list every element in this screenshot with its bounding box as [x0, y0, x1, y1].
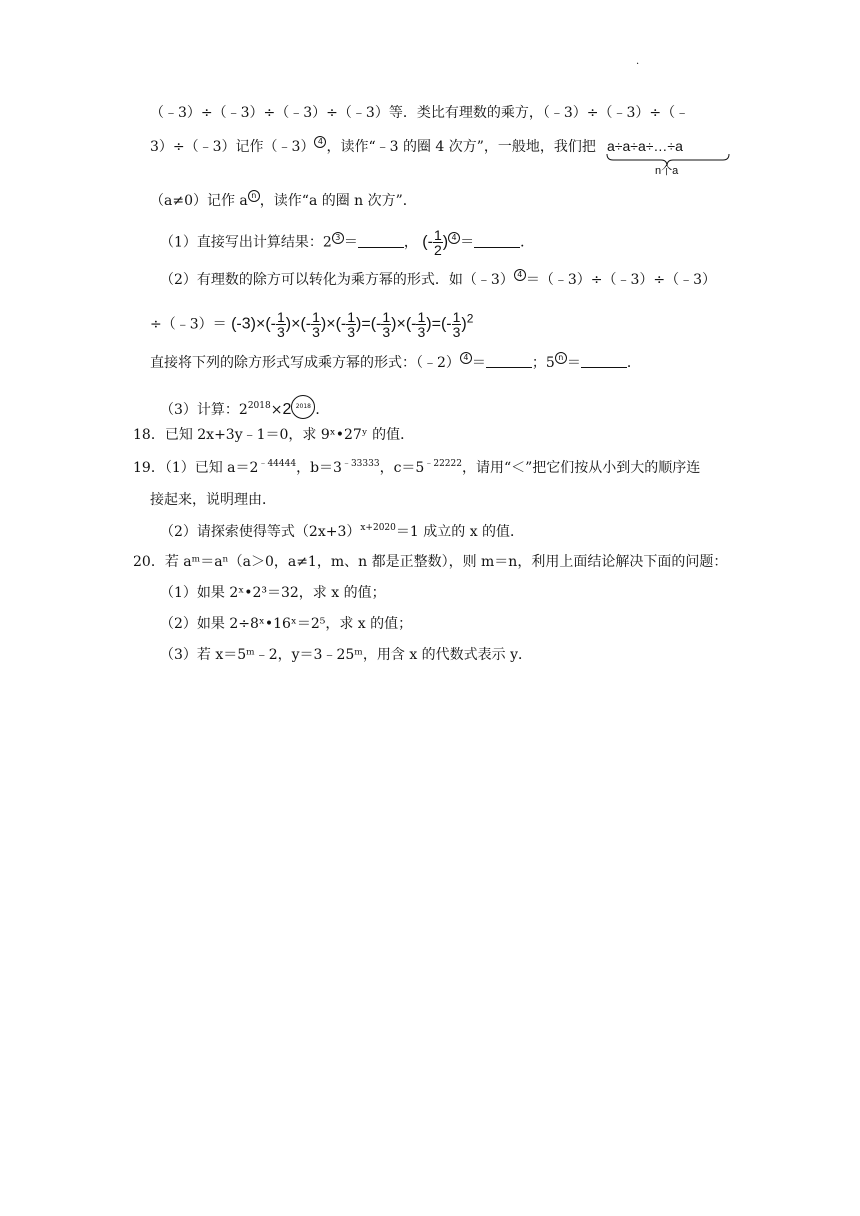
expr-sep-2: )×(-	[320, 315, 347, 333]
q19-a: 19．（1）已知 a＝2	[133, 460, 259, 476]
frac-num: 1	[417, 309, 426, 325]
fraction-third-1	[276, 310, 286, 339]
question-20-sub-3: （3）若 x＝5ᵐ﹣2，y＝3﹣25ᵐ，用含 x 的代数式表示 y．	[160, 647, 533, 663]
frac-den: 3	[452, 324, 461, 340]
frac-num: 1	[347, 309, 356, 325]
part2-line-1-b: ＝（﹣3）÷（﹣3）÷（﹣3）	[525, 272, 717, 288]
part1-text: （1）直接写出计算结果：2	[160, 234, 332, 251]
expr-sep-5: )=(-	[426, 315, 452, 333]
part1-line	[160, 228, 534, 257]
part2-line-3-c: ；5	[531, 355, 555, 371]
underbrace-expression	[605, 138, 730, 178]
q19-exp-eq: x+2020	[360, 523, 396, 533]
fraction-third-6	[452, 310, 462, 339]
question-18: 18．已知 2x+3y﹣1＝0，求 9ˣ•27ʸ 的值．	[133, 427, 415, 443]
q19-exp-b: ﹣33333	[341, 459, 380, 469]
frac-num: 1	[433, 227, 442, 243]
q19-line3-b: ＝1 成立的 x 的值．	[395, 524, 525, 540]
part2-line-3-b: ＝	[471, 355, 486, 371]
part2-line-2-a: ÷（﹣3）＝	[150, 316, 227, 333]
part3-text: （3）计算：2	[160, 402, 248, 418]
q19-exp-a: ﹣44444	[258, 459, 297, 469]
fraction-one-half	[433, 228, 443, 257]
frac-den: 2	[433, 242, 442, 258]
expr-close: )	[461, 315, 467, 333]
fraction-third-2	[311, 310, 321, 339]
part3-exponent: 2018	[247, 401, 271, 411]
question-20-sub-2: （2）如果 2÷8ˣ•16ˣ＝2⁵，求 x 的值；	[160, 616, 413, 632]
intro-line-2-a: 3）÷（﹣3）记作（﹣3）	[150, 139, 315, 155]
q19-line3-a: （2）请探索使得等式（2x+3）	[160, 524, 361, 540]
part3-line	[160, 395, 329, 420]
part2-line-3	[150, 352, 641, 373]
circled-n: n	[248, 190, 260, 202]
header-dot: .	[636, 56, 640, 67]
circled-four: 4	[314, 136, 326, 148]
part1-period: ．	[520, 234, 535, 251]
part2-line-3-d: ＝	[566, 355, 581, 371]
part1-equals-2: ＝	[460, 234, 475, 251]
paren-open: (-	[422, 233, 433, 251]
frac-num: 1	[276, 309, 285, 325]
part2-line-1-a: （2）有理数的除方可以转化为乘方幂的形式．如（﹣3）	[160, 272, 514, 288]
q19-b: ，b＝3	[296, 460, 342, 476]
part1-comma: ，	[403, 234, 418, 251]
circled-four-4: 4	[460, 352, 472, 364]
q19-d: ，请用“＜”把它们按从小到大的顺序连	[461, 460, 701, 476]
circled-n-2: n	[555, 352, 567, 364]
paren-close: )	[442, 233, 449, 251]
question-19-line-1	[133, 458, 700, 478]
part3-times: ×	[270, 402, 283, 418]
fraction-third-4	[381, 310, 391, 339]
frac-num: 1	[452, 309, 461, 325]
intro-line-3	[150, 190, 417, 211]
q19-c: ，c＝5	[379, 460, 425, 476]
part2-line-2	[150, 310, 473, 339]
expr-sep-4: )×(-	[391, 315, 417, 333]
part3-base: 2	[282, 401, 292, 418]
frac-den: 3	[347, 324, 356, 340]
expr-neg3: (-3)×(-	[231, 315, 276, 333]
intro-line-3-a: （a≠0）记作 a	[150, 193, 248, 209]
frac-den: 3	[312, 324, 320, 340]
part2-line-1	[160, 269, 716, 290]
expr-sep-3: )=(-	[356, 315, 382, 333]
answer-blank-4[interactable]	[581, 355, 627, 368]
q19-exp-c: ﹣22222	[424, 459, 462, 469]
brace-label: n个a	[655, 165, 679, 177]
frac-den: 3	[276, 324, 285, 340]
part3-end: ．	[315, 402, 330, 418]
intro-line-3-b: ，读作“a 的圈 n 次方”．	[259, 193, 417, 209]
expr-sep-1: )×(-	[285, 315, 312, 333]
frac-den: 3	[382, 324, 391, 340]
question-20: 20．若 aᵐ＝aⁿ（a＞0，a≠1，m、n 都是正整数），则 m＝n，利用上面结论解决下面的问题：	[133, 554, 728, 570]
intro-line-2	[150, 136, 596, 157]
question-19-line-3	[160, 522, 524, 542]
answer-blank-2[interactable]	[474, 235, 520, 248]
answer-blank-1[interactable]	[358, 235, 404, 248]
circled-four-2: 4	[448, 232, 460, 244]
part2-line-3-a: 直接将下列的除方形式写成乘方幂的形式：（﹣2）	[150, 355, 460, 371]
answer-blank-3[interactable]	[486, 355, 532, 368]
part2-line-3-e: ．	[626, 355, 641, 371]
fraction-third-3	[346, 310, 356, 339]
circled-three: 3	[332, 232, 344, 244]
brace-expression: a÷a÷a÷…÷a	[607, 138, 683, 154]
question-20-sub-1: （1）如果 2ˣ•2³＝32，求 x 的值；	[160, 585, 386, 601]
fraction-third-5	[416, 310, 426, 339]
intro-line-2-b: ，读作“﹣3 的圈 4 次方”，一般地，我们把	[326, 139, 596, 155]
frac-num: 1	[382, 309, 391, 325]
part1-equals-1: ＝	[343, 234, 358, 251]
question-19-line-2: 接起来，说明理由．	[150, 492, 276, 508]
intro-line-1: （﹣3）÷（﹣3）÷（﹣3）÷（﹣3）等．类比有理数的乘方，（﹣3）÷（﹣3）÷（﹣	[150, 105, 690, 121]
frac-num: 1	[312, 309, 320, 325]
circled-four-3: 4	[514, 269, 526, 281]
circled-2018: 2018	[291, 395, 315, 419]
square-exponent: 2	[466, 311, 474, 326]
frac-den: 3	[417, 324, 426, 340]
